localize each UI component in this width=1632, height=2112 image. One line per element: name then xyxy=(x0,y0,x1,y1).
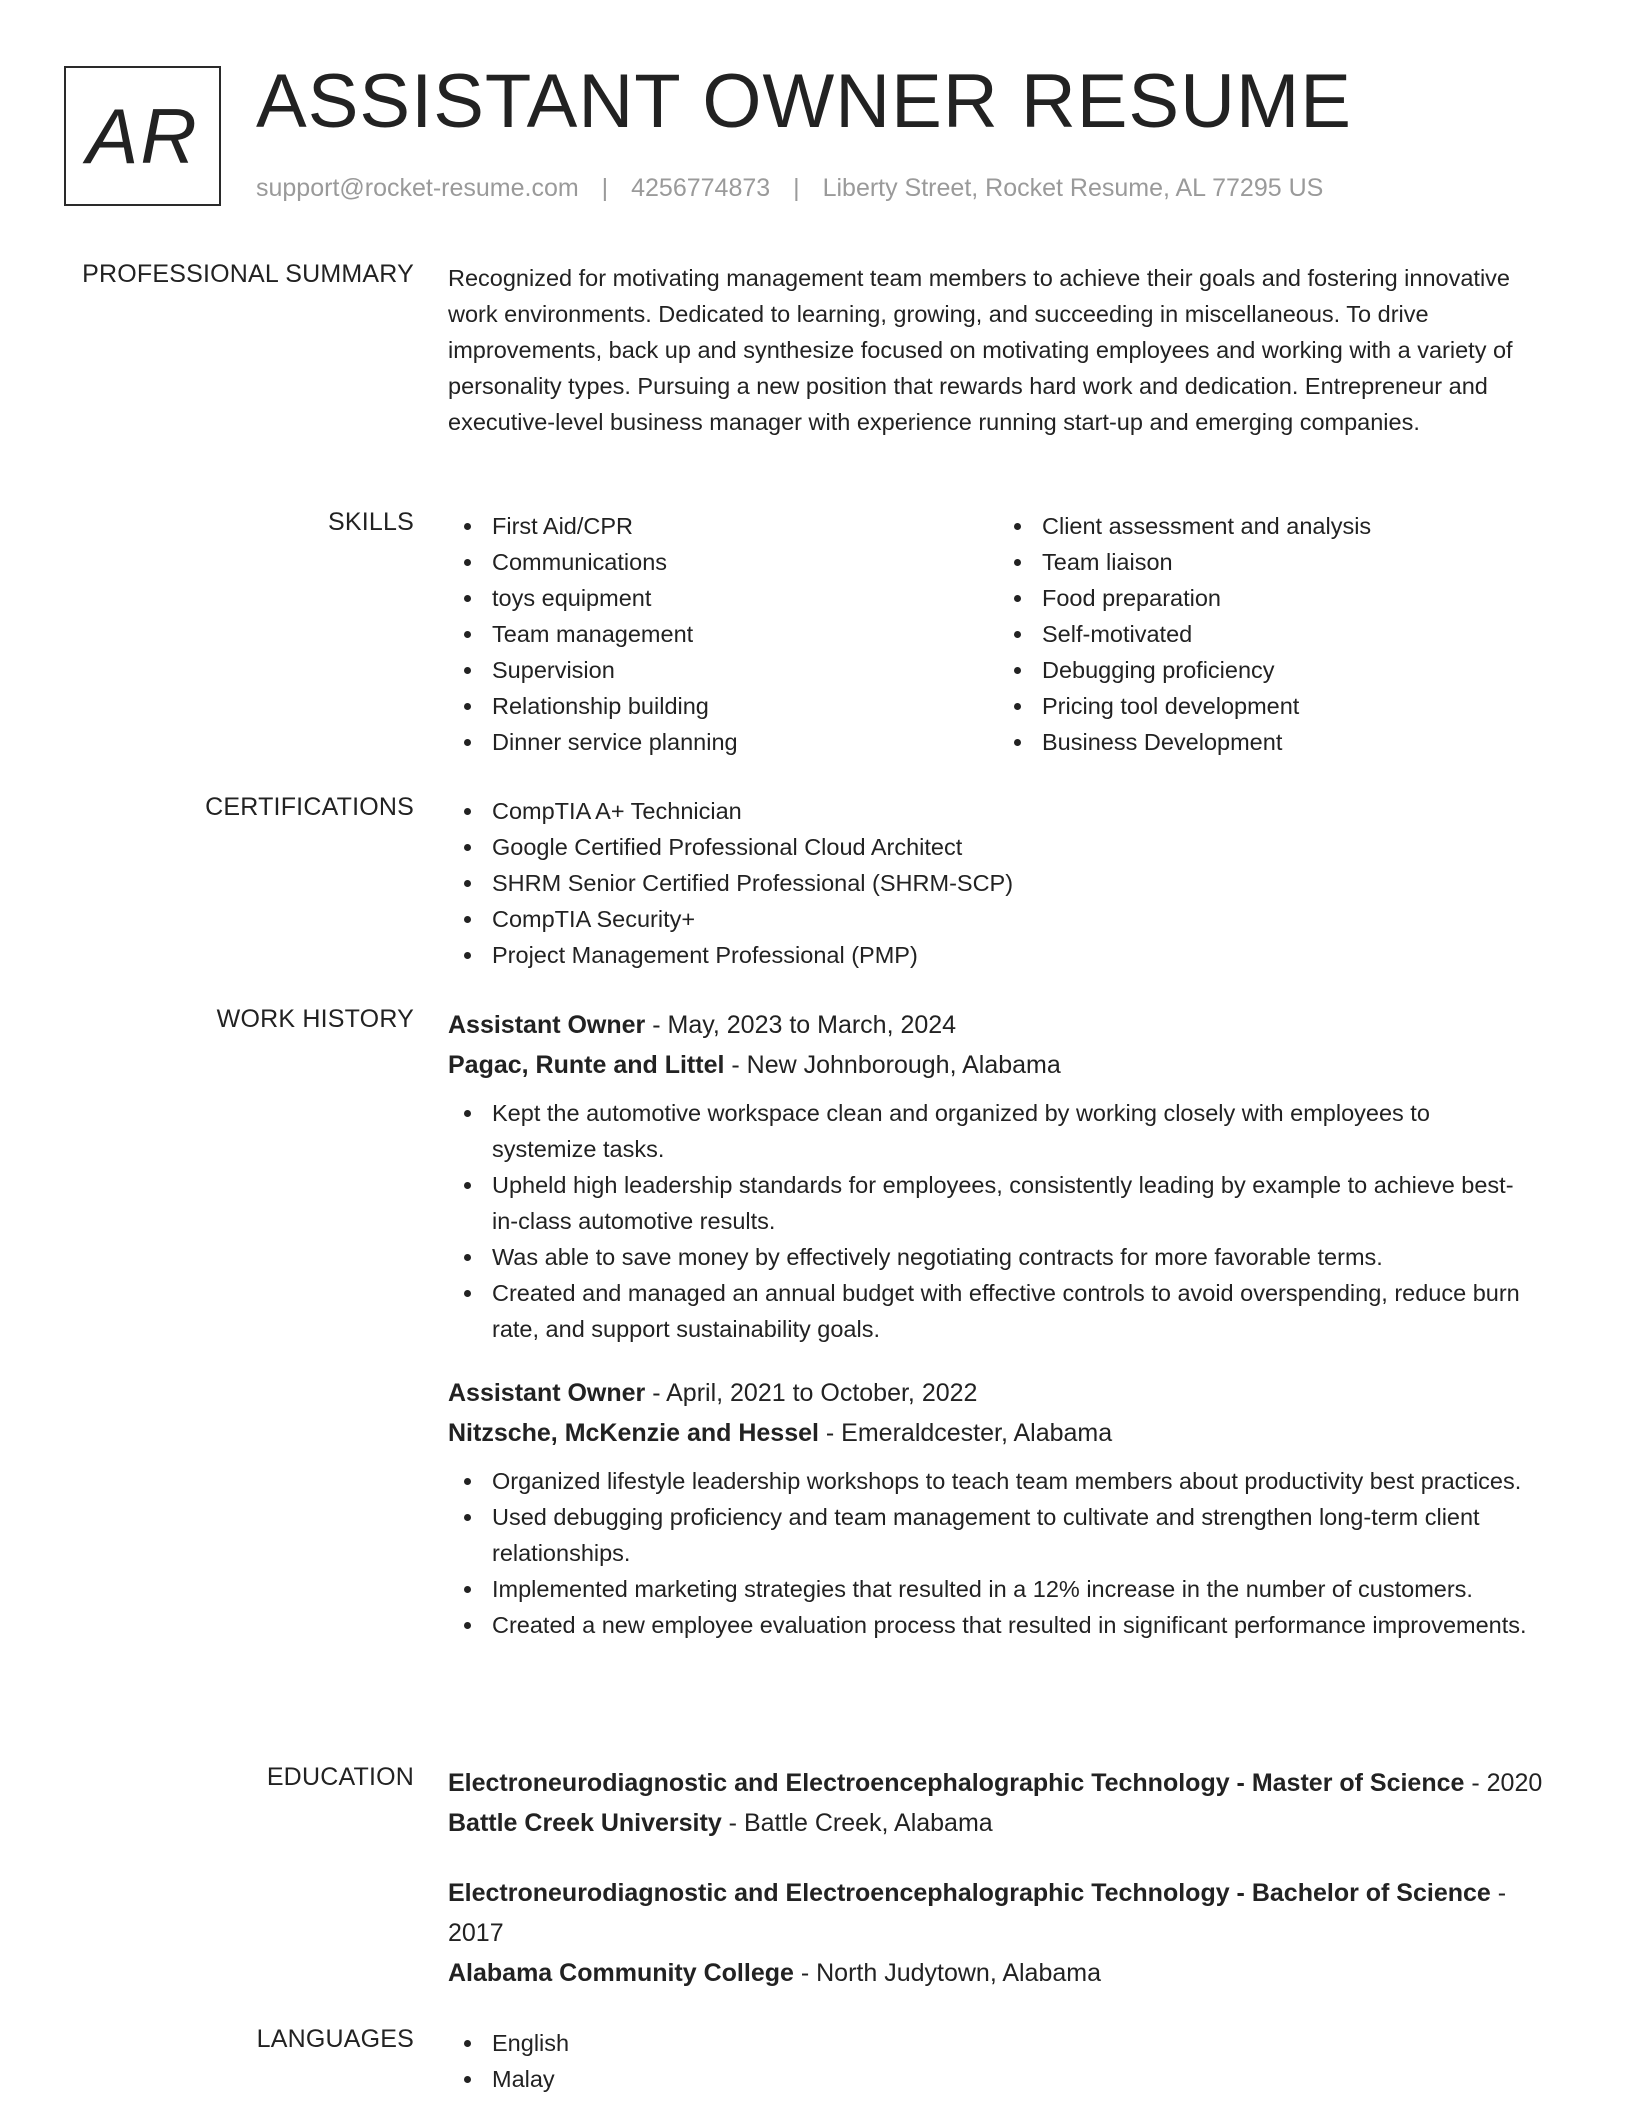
section-label-summary: PROFESSIONAL SUMMARY xyxy=(82,260,414,288)
contact-email[interactable]: support@rocket-resume.com xyxy=(256,174,579,202)
skill-item: Client assessment and analysis xyxy=(998,508,1548,544)
skill-item: Debugging proficiency xyxy=(998,652,1548,688)
summary-text: Recognized for motivating management team members to achieve their goals and fostering innovative work environments. Dedicated to learning, growing, and succeeding in miscellaneous. To drive improvements, back up and synthesize focused on motivating employees and working with a variety of personality types. Pursuing a new position that rewards hard work and dedication. Entrepreneur and executive-level business manager with experience running start-up and emerging companies. xyxy=(448,265,1513,435)
section-label-education: EDUCATION xyxy=(266,1763,414,1791)
job-bullets xyxy=(448,1463,1548,1643)
job-location: - New Johnborough, Alabama xyxy=(724,1051,1061,1079)
skill-item: Supervision xyxy=(448,652,998,688)
job-bullet: Upheld high leadership standards for employees, consistently leading by example to achieve best-in-class automotive results. xyxy=(448,1167,1548,1239)
work-history-content xyxy=(448,1005,1548,1643)
language-item: English xyxy=(448,2025,1548,2061)
skill-item: Team liaison xyxy=(998,544,1548,580)
job-bullet: Implemented marketing strategies that resulted in a 12% increase in the number of customers. xyxy=(448,1571,1548,1607)
language-item: Malay xyxy=(448,2061,1548,2097)
resume-title: ASSISTANT OWNER RESUME xyxy=(256,59,1352,144)
education-year: - 2017 xyxy=(448,1879,1507,1947)
certifications-content xyxy=(448,793,1548,973)
languages-list xyxy=(448,2025,1548,2097)
education-entry xyxy=(448,1873,1548,1993)
contact-address: Liberty Street, Rocket Resume, AL 77295 US xyxy=(822,174,1324,202)
job-location: - Emeraldcester, Alabama xyxy=(818,1419,1113,1447)
education-degree-line xyxy=(448,1763,1548,1803)
job-bullet: Kept the automotive workspace clean and organized by working closely with employees to systemize tasks. xyxy=(448,1095,1548,1167)
skill-item: Relationship building xyxy=(448,688,998,724)
job-dates: - May, 2023 to March, 2024 xyxy=(645,1011,957,1039)
certification-item: CompTIA Security+ xyxy=(448,901,1548,937)
job-entry xyxy=(448,1373,1548,1643)
job-bullet: Was able to save money by effectively negotiating contracts for more favorable terms. xyxy=(448,1239,1548,1275)
section-label-work-history: WORK HISTORY xyxy=(216,1005,414,1033)
education-degree: Electroneurodiagnostic and Electroencephalographic Technology - Bachelor of Science xyxy=(448,1879,1491,1907)
contact-phone[interactable]: 4256774873 xyxy=(631,174,771,202)
job-title-line xyxy=(448,1005,1548,1045)
skill-item: Dinner service planning xyxy=(448,724,998,760)
section-label-certifications: CERTIFICATIONS xyxy=(205,793,414,821)
job-bullet: Organized lifestyle leadership workshops to teach team members about productivity best practices. xyxy=(448,1463,1548,1499)
contact-separator: | xyxy=(601,174,609,202)
education-location: - North Judytown, Alabama xyxy=(793,1959,1101,1987)
job-bullet: Created a new employee evaluation process that resulted in significant performance improvements. xyxy=(448,1607,1548,1643)
skills-list-right xyxy=(998,508,1548,760)
monogram-badge: AR xyxy=(64,66,221,206)
certification-item: SHRM Senior Certified Professional (SHRM-SCP) xyxy=(448,865,1548,901)
job-company: Pagac, Runte and Littel xyxy=(448,1051,725,1079)
contact-line xyxy=(256,174,1323,203)
skill-item: toys equipment xyxy=(448,580,998,616)
contact-separator: | xyxy=(793,174,800,202)
job-title-line xyxy=(448,1373,1548,1413)
education-year: - 2020 xyxy=(1464,1769,1543,1797)
job-bullet: Used debugging proficiency and team management to cultivate and strengthen long-term client relationships. xyxy=(448,1499,1548,1571)
skills-content xyxy=(448,508,1548,760)
certifications-list xyxy=(448,793,1548,973)
skills-list-left xyxy=(448,508,998,760)
education-degree: Electroneurodiagnostic and Electroencephalographic Technology - Master of Science xyxy=(448,1769,1465,1797)
certification-item: CompTIA A+ Technician xyxy=(448,793,1548,829)
skill-item: First Aid/CPR xyxy=(448,508,998,544)
job-dates: - April, 2021 to October, 2022 xyxy=(645,1379,978,1407)
job-company-line xyxy=(448,1045,1548,1085)
job-company: Nitzsche, McKenzie and Hessel xyxy=(448,1419,819,1447)
section-label-skills: SKILLS xyxy=(328,508,414,536)
skill-item: Food preparation xyxy=(998,580,1548,616)
job-company-line xyxy=(448,1413,1548,1453)
education-location: - Battle Creek, Alabama xyxy=(721,1809,993,1837)
languages-content xyxy=(448,2025,1548,2097)
certification-item: Google Certified Professional Cloud Architect xyxy=(448,829,1548,865)
skill-item: Communications xyxy=(448,544,998,580)
job-title: Assistant Owner xyxy=(448,1379,646,1407)
job-bullet: Created and managed an annual budget with effective controls to avoid overspending, reduce burn rate, and support sustainability goals. xyxy=(448,1275,1548,1347)
job-title: Assistant Owner xyxy=(448,1011,646,1039)
summary-content xyxy=(448,260,1548,440)
skill-item: Business Development xyxy=(998,724,1548,760)
education-content xyxy=(448,1763,1548,1993)
section-label-languages: LANGUAGES xyxy=(256,2025,414,2053)
job-bullets xyxy=(448,1095,1548,1347)
certification-item: Project Management Professional (PMP) xyxy=(448,937,1548,973)
skill-item: Self-motivated xyxy=(998,616,1548,652)
education-school-line xyxy=(448,1803,1548,1843)
education-school-line xyxy=(448,1953,1548,1993)
skill-item: Pricing tool development xyxy=(998,688,1548,724)
education-degree-line xyxy=(448,1873,1548,1953)
job-entry xyxy=(448,1005,1548,1347)
education-school: Battle Creek University xyxy=(448,1809,722,1837)
education-entry xyxy=(448,1763,1548,1843)
skill-item: Team management xyxy=(448,616,998,652)
education-school: Alabama Community College xyxy=(448,1959,794,1987)
resume-header xyxy=(64,59,1568,216)
